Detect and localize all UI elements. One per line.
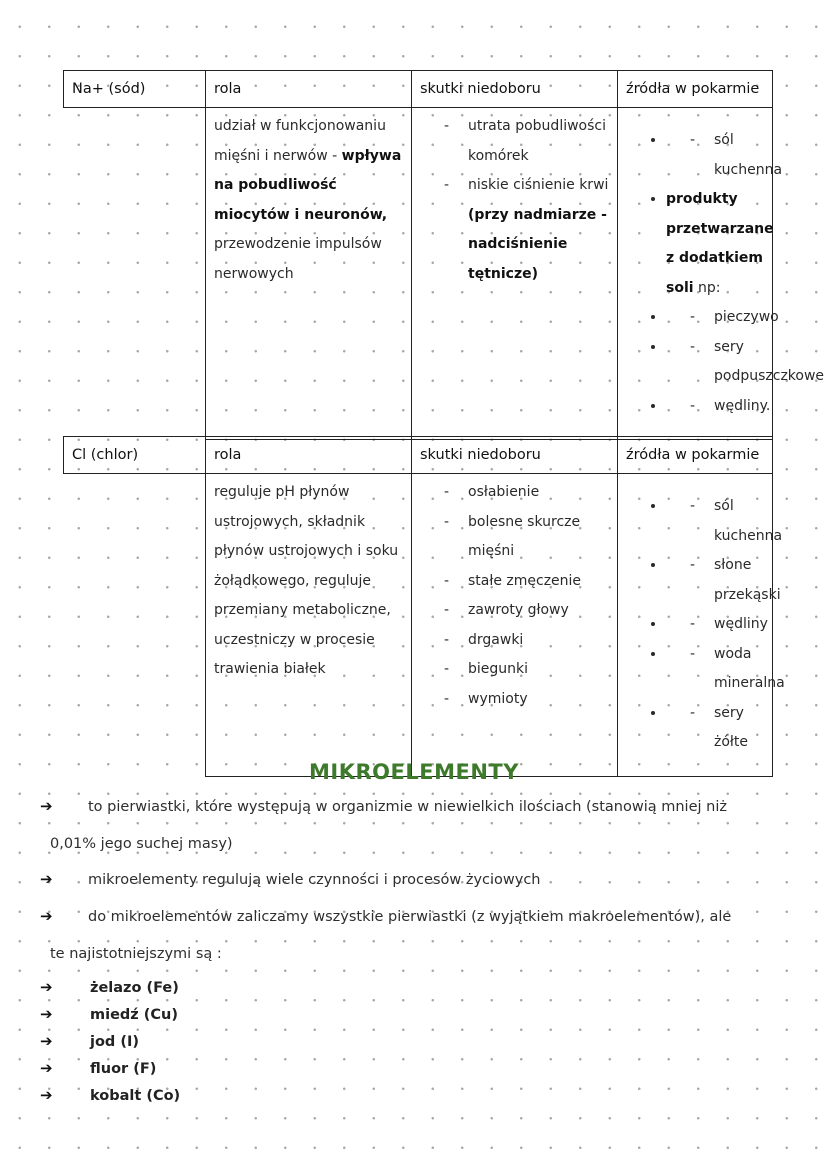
list-item: - utrata pobudliwości komórek xyxy=(420,112,609,171)
sodium-role-text-1: udział w funkcjonowaniu mięśni i nerwów - xyxy=(214,118,386,164)
chlorine-role-cell: reguluje pH płynów ustrojowych, składnik płynów ustrojowych i soku żołądkowego, reguluje przemiany metaboliczne, uczestniczy w procesie trawienia białek xyxy=(206,474,412,777)
arrow-icon: ➔ xyxy=(40,1005,53,1023)
definition-line-1: to pierwiastki, które występują w organizmie w niewielkich ilościach (stanowią mniej niż xyxy=(88,799,727,815)
sodium-deficiency-cell xyxy=(412,108,618,440)
arrow-icon: ➔ xyxy=(40,1059,53,1077)
list-item: - • sery żółte xyxy=(666,699,764,758)
list-item: - • sery podpuszczkowe xyxy=(666,333,764,392)
list-item: (przy nadmiarze - nadciśnienie tętnicze) xyxy=(468,206,607,282)
list-item: - biegunki xyxy=(420,655,609,685)
arrow-icon: ➔ xyxy=(40,907,53,925)
definition-line-2: 0,01% jego suchej masy) xyxy=(50,836,233,852)
list-item: - • sól kuchenna xyxy=(666,492,764,551)
sodium-role-text-2: wpływa na pobudliwość miocytów i neuronów, xyxy=(214,147,402,223)
list-item: - niskie ciśnienie krwi xyxy=(420,171,609,201)
list-item: - drgawki xyxy=(420,626,609,656)
includes-line-1: do mikroelementów zaliczamy wszystkie pierwiastki (z wyjątkiem makroelementów), ale xyxy=(88,909,732,925)
element-copper: miedź (Cu) xyxy=(90,1007,178,1023)
processed-products-label: produkty przetwarzane z dodatkiem soli xyxy=(666,191,774,296)
sodium-header-sources: źródła w pokarmie xyxy=(618,71,773,108)
processed-products-suffix: np: xyxy=(693,279,721,296)
element-fluorine: fluor (F) xyxy=(90,1061,157,1077)
chlorine-header-element: Cl (chlor) xyxy=(64,437,206,474)
chlorine-empty-cell xyxy=(64,474,206,777)
sodium-sources-cell xyxy=(618,108,825,440)
sodium-header-element: Na+ (sód) xyxy=(64,71,206,108)
arrow-icon: ➔ xyxy=(40,1086,53,1104)
list-item: - • pieczywo xyxy=(666,303,764,333)
chlorine-header-sources: źródła w pokarmie xyxy=(618,437,773,474)
arrow-icon: ➔ xyxy=(40,797,53,815)
arrow-icon: ➔ xyxy=(40,1032,53,1050)
list-item: - • słone przekąski xyxy=(666,551,764,610)
sodium-header-deficiency: skutki niedoboru xyxy=(412,71,618,108)
sodium-empty-cell xyxy=(64,108,206,440)
list-item: - zawroty głowy xyxy=(420,596,609,626)
list-item: - • wędliny. xyxy=(666,392,764,422)
chlorine-header-deficiency: skutki niedoboru xyxy=(412,437,618,474)
list-item: - • sól kuchenna xyxy=(666,126,764,185)
list-item: - • wędliny xyxy=(666,610,764,640)
arrow-icon: ➔ xyxy=(40,978,53,996)
element-iodine: jod (I) xyxy=(90,1034,140,1050)
sodium-role-cell xyxy=(206,108,412,440)
sodium-header-role: rola xyxy=(206,71,412,108)
list-item: - osłabienie xyxy=(420,478,609,508)
sodium-table xyxy=(63,70,825,440)
section-title: MIKROELEMENTY xyxy=(309,760,519,784)
includes-line-2: te najistotniejszymi są : xyxy=(50,946,222,962)
regulation-line: mikroelementy regulują wiele czynności i procesów życiowych xyxy=(88,872,541,888)
sodium-role-text-3: przewodzenie impulsów nerwowych xyxy=(214,236,382,282)
list-item: - • woda mineralna xyxy=(666,640,764,699)
chlorine-header-role: rola xyxy=(206,437,412,474)
list-item: - wymioty xyxy=(420,685,609,715)
list-item: - stałe zmęczenie xyxy=(420,567,609,597)
list-item xyxy=(666,185,774,303)
element-iron: żelazo (Fe) xyxy=(90,980,179,996)
arrow-icon: ➔ xyxy=(40,870,53,888)
chlorine-table xyxy=(63,436,785,777)
chlorine-deficiency-cell xyxy=(412,474,618,777)
list-item: - bolesne skurcze mięśni xyxy=(420,508,609,567)
element-cobalt: kobalt (Co) xyxy=(90,1088,181,1104)
chlorine-sources-cell xyxy=(618,474,785,777)
